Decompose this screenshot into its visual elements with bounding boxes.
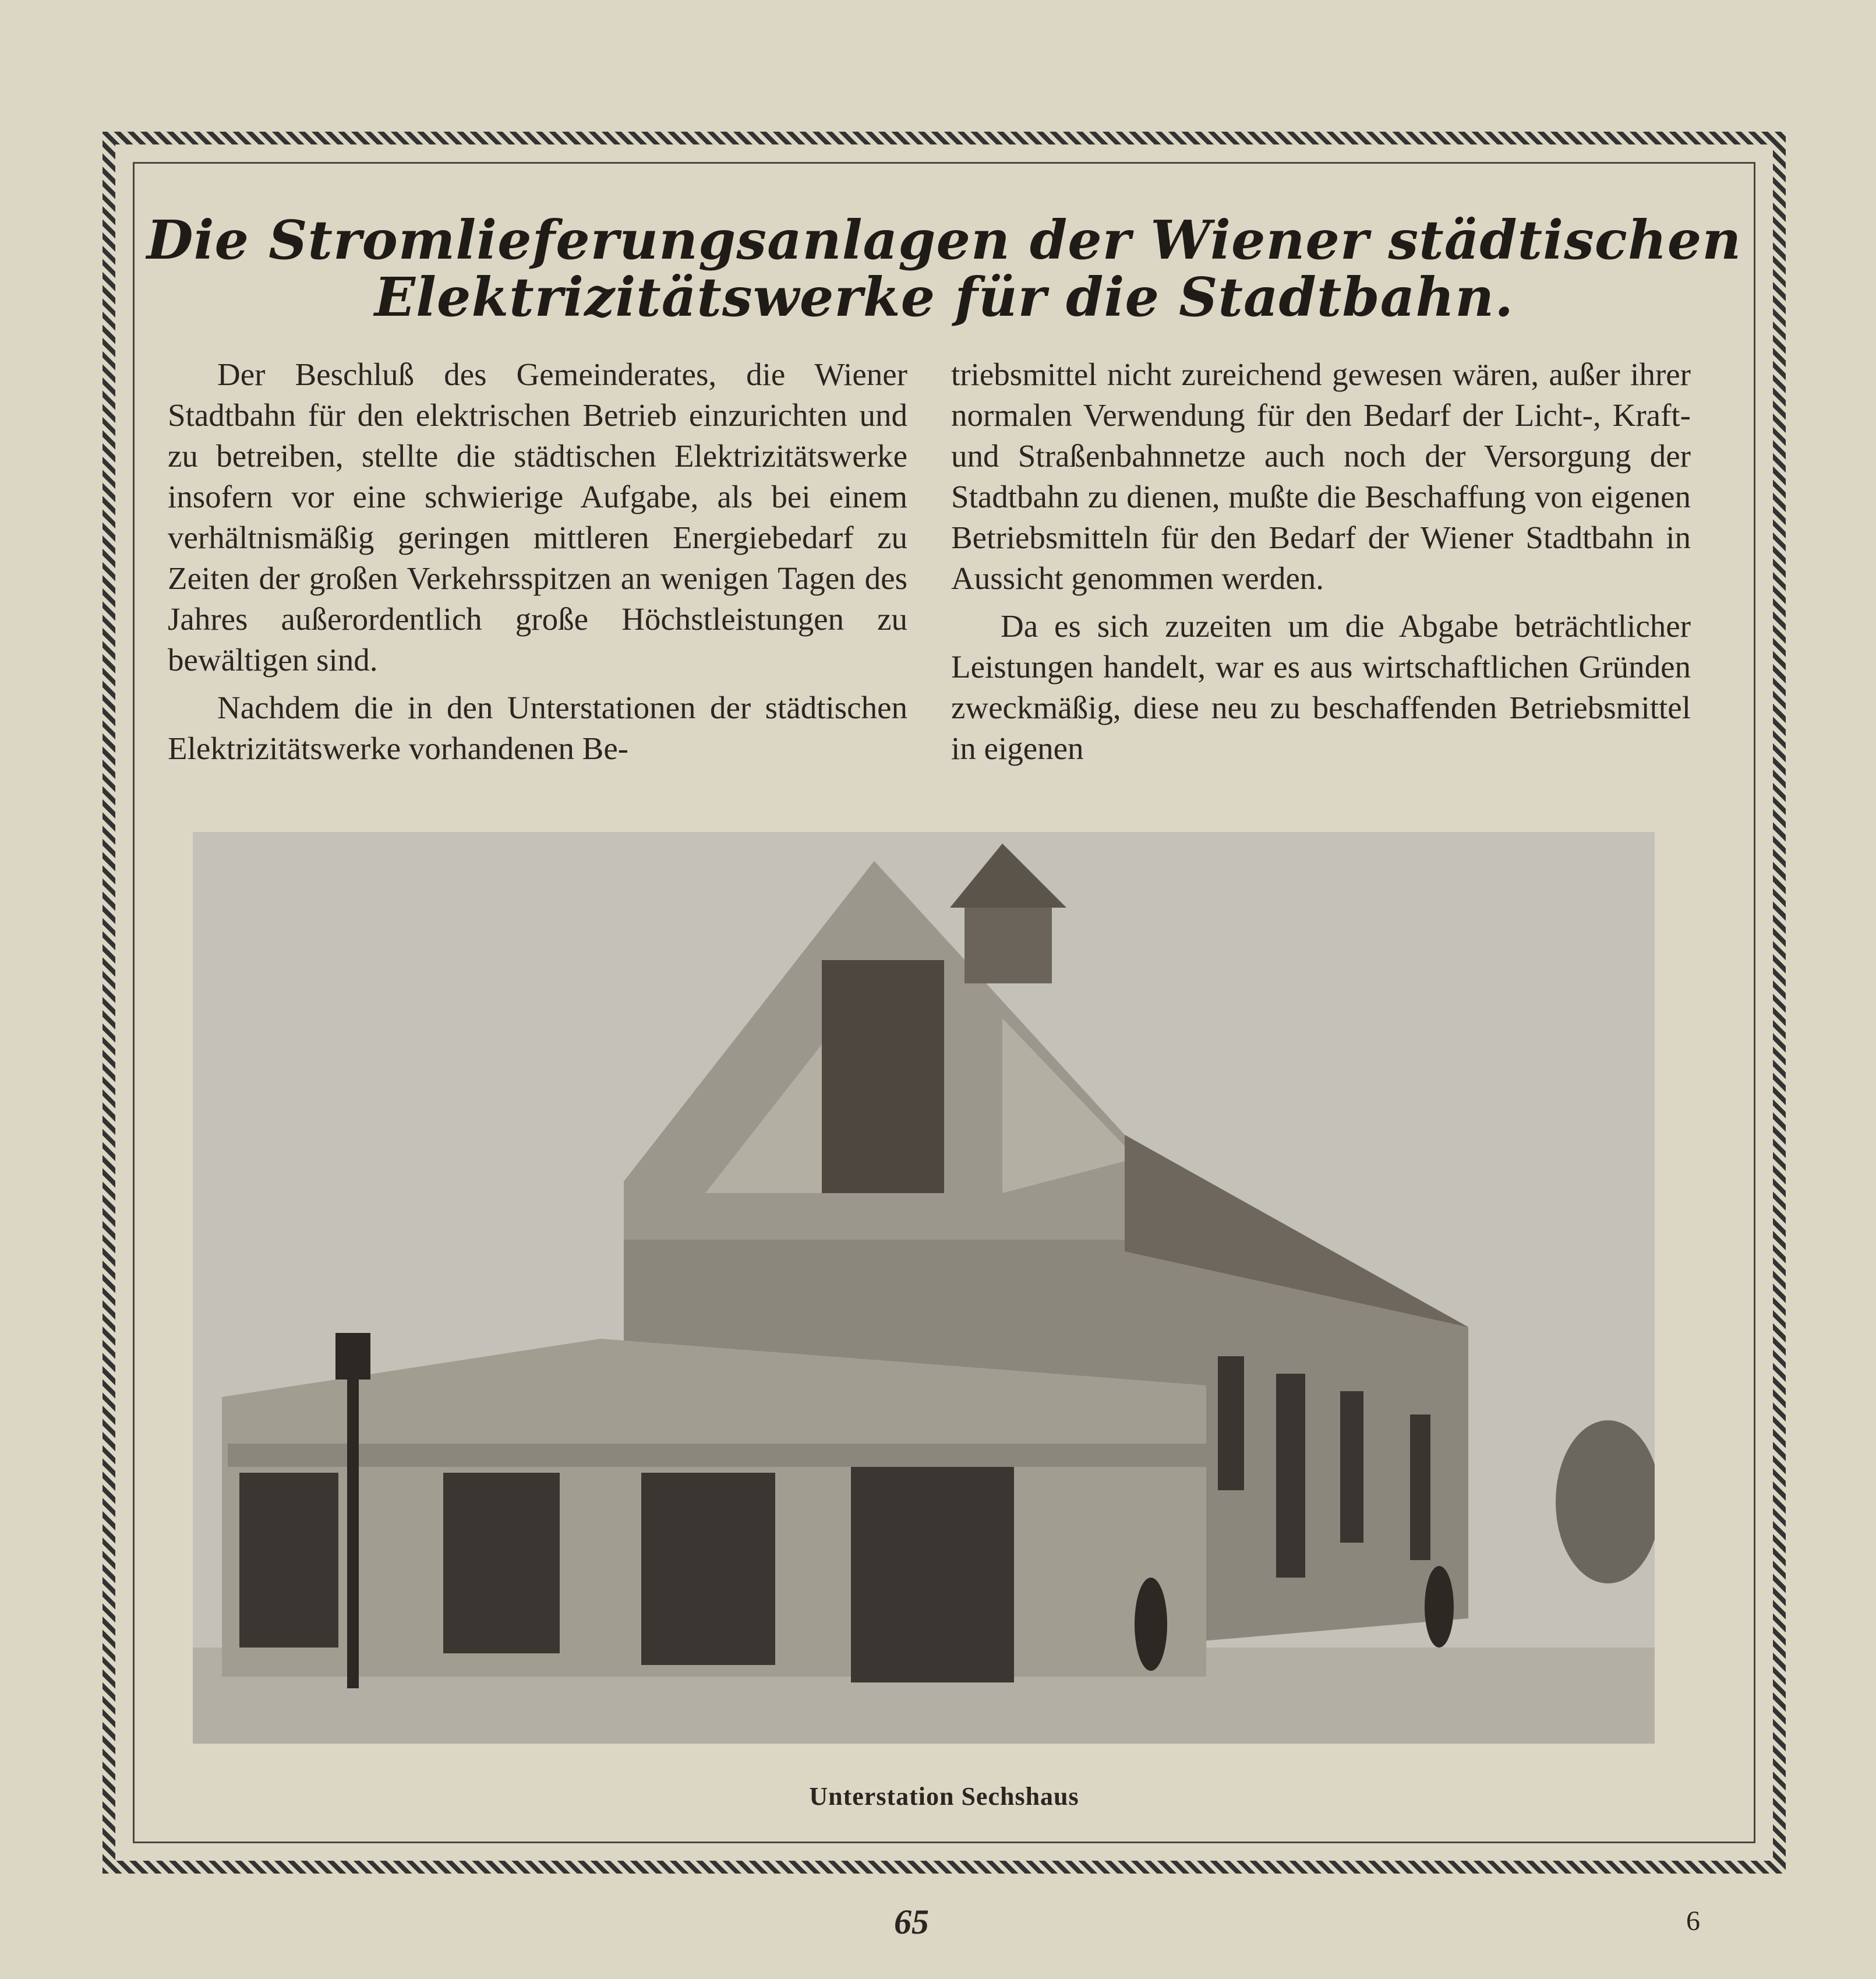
right-paragraph-2: Da es sich zuzeiten um die Abgabe beträchtlicher Leistungen handelt, war es aus wirtschaftlichen Gründen zweckmäßig, diese neu zu beschaffenden Betriebsmittel in eigenen — [951, 608, 1691, 766]
right-paragraph-1: triebsmittel nicht zureichend gewesen wären, außer ihrer normalen Verwendung für den Bedarf der Licht-, Kraft- und Straßenbahnnetze auch noch der Versorgung der Stadtbahn zu dienen, mußte die Beschaffung von eigenen Betriebsmitteln für den Bedarf der Wiener Stadtbahn in Aussicht genommen werden. — [951, 357, 1691, 596]
left-paragraph-1: Der Beschluß des Gemeinderates, die Wiener Stadtbahn für den elektrischen Betrieb einzurichten und zu betreiben, stellte die städtischen Elektrizitätswerke insofern vor eine schwierige Aufgabe, als bei einem verhältnismäßig geringen mittleren Energiebedarf zu Zeiten der großen Verkehrsspitzen an wenigen Tagen des Jahres außerordentlich große Höchstleistungen zu bewältigen sind. — [168, 357, 907, 678]
building-photo — [193, 832, 1655, 1744]
page-number: 65 — [894, 1903, 929, 1941]
page-border — [103, 132, 1786, 1874]
title-line-1: Die Stromlieferungsanlagen der Wiener städtischen — [146, 209, 1742, 271]
sheet-number: 6 — [1686, 1906, 1700, 1936]
article-title — [115, 209, 1773, 329]
right-column — [951, 354, 1691, 776]
building-illustration — [193, 832, 1655, 1744]
left-column — [168, 354, 907, 776]
title-line-2: Elektrizitätswerke für die Stadtbahn. — [374, 266, 1514, 329]
photo-caption: Unterstation Sechshaus — [809, 1782, 1079, 1811]
left-paragraph-2: Nachdem die in den Unterstationen der städtischen Elektrizitätswerke vorhandenen Be- — [168, 690, 907, 766]
